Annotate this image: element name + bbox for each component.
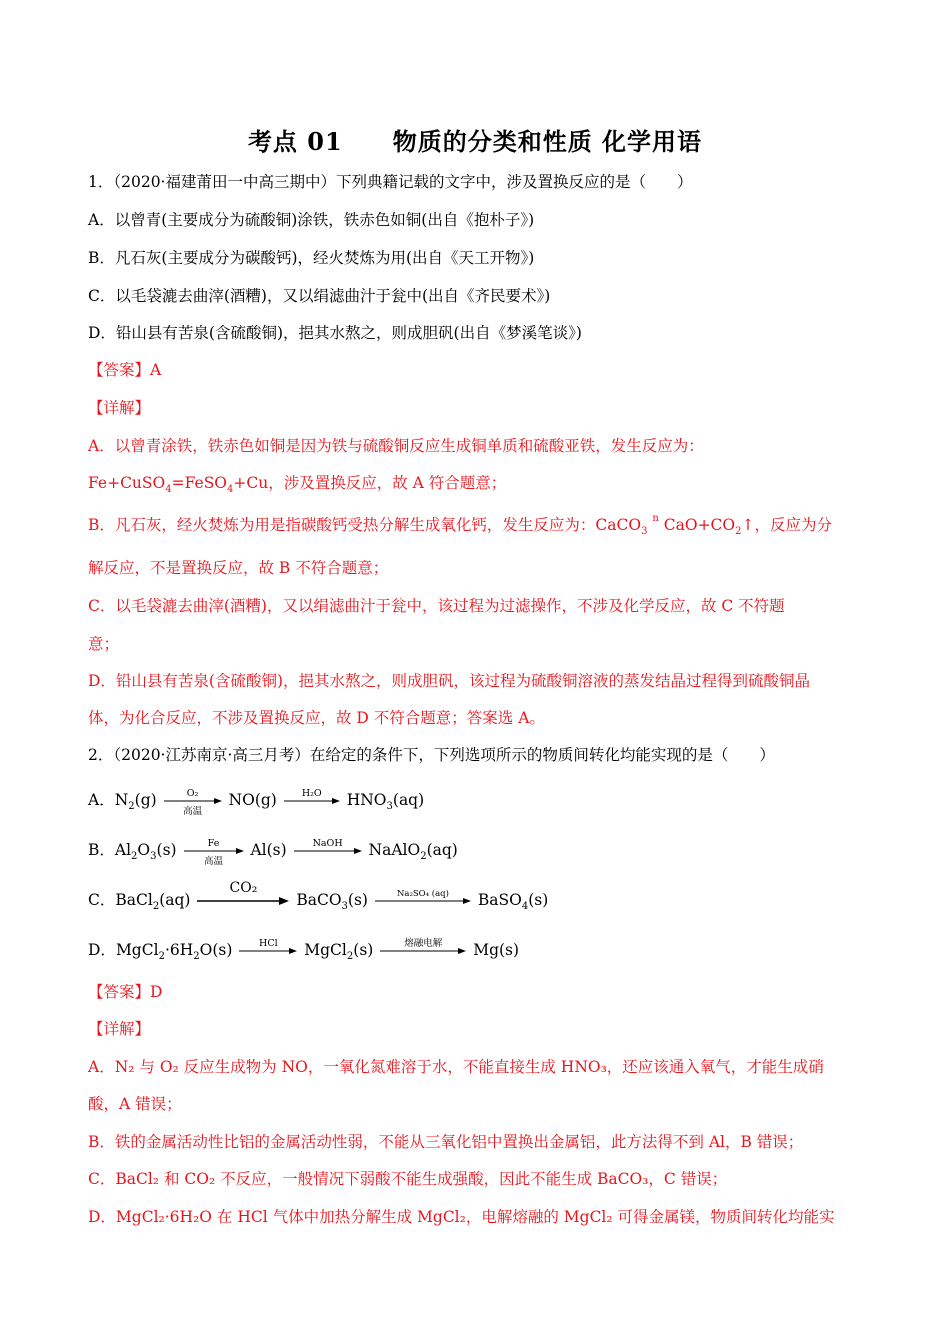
q1-option-d: D．铅山县有苦泉(含硫酸铜)，挹其水熬之，则成胆矾(出自《梦溪笔谈》) — [88, 324, 582, 342]
q1-explanation-b2: 解反应，不是置换反应，故 B 不符合题意； — [88, 559, 389, 577]
page-title: 考点 01 物质的分类和性质 化学用语 — [247, 127, 703, 156]
q2-explanation-d: D．MgCl₂·6H₂O 在 HCl 气体中加热分解生成 MgCl₂，电解熔融的 MgCl₂ 可得金属镁，物质间转化均能实 — [88, 1208, 835, 1226]
q1-stem: 1．（2020·福建莆田一中高三期中）下列典籍记载的文字中，涉及置换反应的是（ ） — [88, 173, 693, 191]
q1-explanation-c2: 意； — [88, 635, 120, 653]
q1-explanation-d1: D．铅山县有苦泉(含硫酸铜)，挹其水熬之，则成胆矾，该过程为硫酸铜溶液的蒸发结晶过程得到硫酸铜晶 — [88, 672, 811, 690]
q1-explanation-b1: B．凡石灰，经火焚炼为用是指碳酸钙受热分解生成氧化钙，发生反应为：CaCO$_3$ $^n$ $CaO+CO_2↑$，反应为分 — [88, 513, 833, 538]
reaction-arrow-icon: Fe 高温 — [184, 847, 244, 855]
q2-explanation-a2: 酸，A 错误； — [88, 1095, 182, 1113]
q2-detail-label: 【详解】 — [88, 1020, 151, 1038]
q2-option-b: B．$Al_2O_3(s)$ Fe 高温 Al(s) NaOH NaAlO$_2$(aq) — [88, 838, 458, 867]
reaction-arrow-icon: 熔融电解 — [380, 947, 466, 955]
reaction-arrow-icon: H₂O — [284, 797, 340, 805]
q2-option-a: A．$N_2(g)$ O₂ 高温 NO(g) H₂O $HNO_3(aq)$ — [88, 788, 425, 817]
q1-explanation-c1: C．以毛袋漉去曲滓(酒糟)，又以绢滤曲汁于瓮中，该过程为过滤操作，不涉及化学反应，故 C 不符题 — [88, 597, 785, 615]
q1-detail-label: 【详解】 — [88, 399, 151, 417]
q2-answer: 【答案】D — [88, 983, 163, 1001]
q1-option-b: B．凡石灰(主要成分为碳酸钙)，经火焚炼为用(出自《天工开物》) — [88, 249, 535, 267]
reaction-arrow-icon: Na₂SO₄ (aq) — [375, 897, 471, 905]
q1-explanation-a2: Fe+CuSO$_4$=FeSO$_4$+Cu，涉及置换反应，故 A 符合题意； — [88, 474, 507, 496]
q2-option-d: D．$MgCl_2\cdot 6H_2O(s)$ HCl MgCl$_2$(s) 熔融电解 Mg(s) — [88, 938, 520, 963]
q2-explanation-c: C．BaCl₂ 和 CO₂ 不反应，一般情况下弱酸不能生成强酸，因此不能生成 BaCO₃，C 错误； — [88, 1170, 728, 1188]
reaction-arrow-icon: O₂ 高温 — [164, 797, 222, 805]
q2-stem: 2．（2020·江苏南京·高三月考）在给定的条件下，下列选项所示的物质间转化均能实现的是（ ） — [88, 746, 775, 764]
q1-explanation-d2: 体，为化合反应，不涉及置换反应，故 D 不符合题意；答案选 A。 — [88, 709, 545, 727]
reaction-arrow-icon: CO₂ — [197, 897, 289, 905]
heat-condition-mark: n — [652, 513, 659, 524]
reaction-arrow-icon: NaOH — [294, 847, 362, 855]
q2-explanation-a1: A．N₂ 与 O₂ 反应生成物为 NO，一氧化氮难溶于水，不能直接生成 HNO₃，还应该通入氧气，才能生成硝 — [88, 1058, 824, 1076]
q2-option-c: C．BaCl$_2$(aq) CO₂ BaCO$_3$(s) Na₂SO₄ (aq) BaSO$_4$(s) — [88, 880, 549, 913]
q1-option-c: C．以毛袋漉去曲滓(酒糟)，又以绢滤曲汁于瓮中(出自《齐民要术》) — [88, 287, 551, 305]
q1-explanation-a1: A．以曾青涂铁，铁赤色如铜是因为铁与硫酸铜反应生成铜单质和硫酸亚铁，发生反应为： — [88, 437, 704, 455]
q1-answer: 【答案】A — [88, 361, 162, 379]
reaction-arrow-icon: HCl — [239, 947, 297, 955]
q1-option-a: A．以曾青(主要成分为硫酸铜)涂铁，铁赤色如铜(出自《抱朴子》) — [88, 211, 535, 229]
q2-explanation-b: B．铁的金属活动性比铝的金属活动性弱，不能从三氧化铝中置换出金属铝，此方法得不到 Al，B 错误； — [88, 1133, 804, 1151]
